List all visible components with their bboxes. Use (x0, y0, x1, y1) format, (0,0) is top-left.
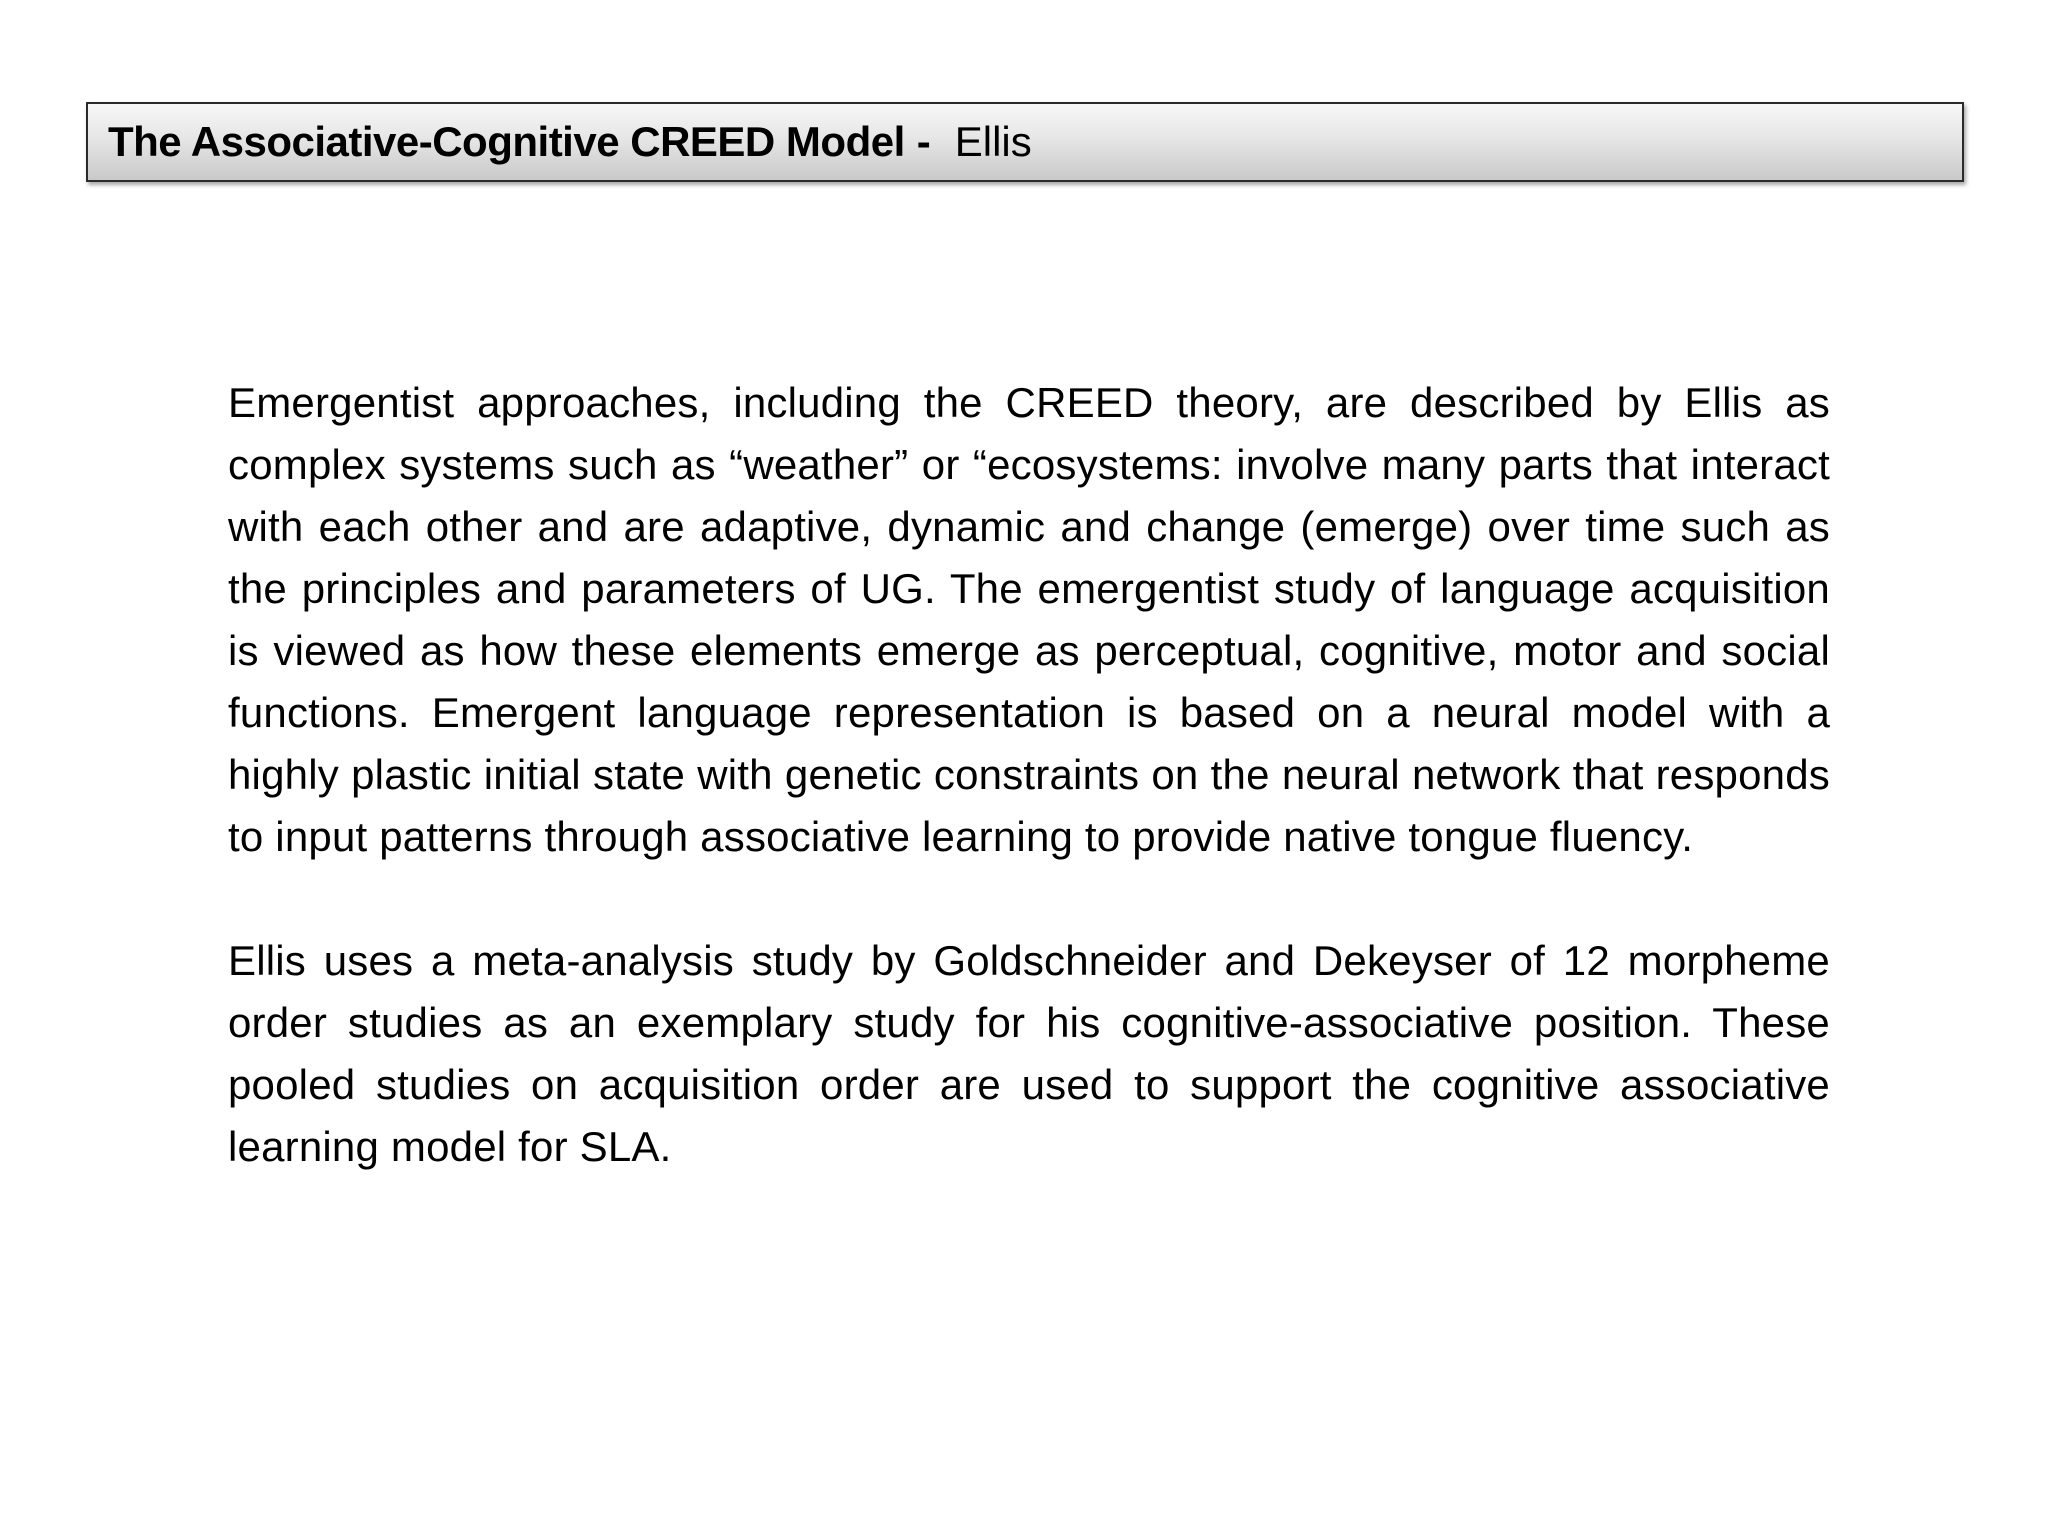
body-paragraph-2: Ellis uses a meta-analysis study by Goldschneider and Dekeyser of 12 morpheme order studies as an exemplary study for his cognitive-associative position. These pooled studies on acquisition order are used to support the cognitive associative learning model for SLA. (228, 937, 1830, 1170)
title-separator: - (916, 118, 931, 165)
body-paragraph-1: Emergentist approaches, including the CREED theory, are described by Ellis as complex systems such as “weather” or “ecosystems: involve many parts that interact with each other and are adaptive, dynamic and change (emerge) over time such as the principles and parameters of UG. The emergentist study of language acquisition is viewed as how these elements emerge as perceptual, cognitive, motor and social functions. Emergent language representation is based on a neural model with a highly plastic initial state with genetic constraints on the neural network that responds to input patterns through associative learning to provide native tongue fluency. (228, 379, 1830, 860)
slide-body (228, 372, 1830, 1178)
slide-title: The Associative-Cognitive CREED Model (108, 118, 905, 165)
slide-subtitle-author: Ellis (954, 118, 1032, 165)
slide-title-bar (86, 102, 1964, 182)
